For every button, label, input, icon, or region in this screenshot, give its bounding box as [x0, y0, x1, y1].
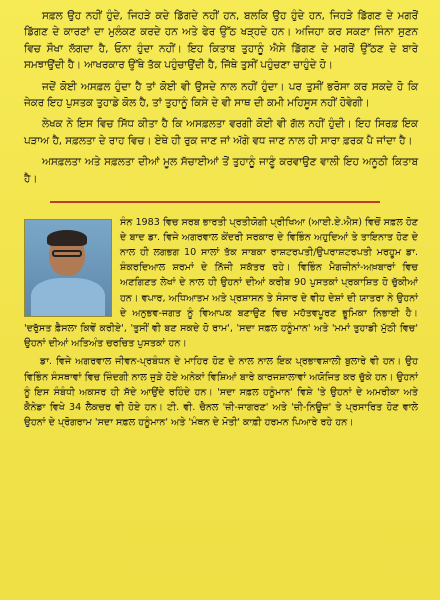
author-bio-paragraph-2: ਡਾ. ਵਿਜੇ ਅਗਰਵਾਲ ਜੀਵਨ-ਪ੍ਰਬੰਧਨ ਦੇ ਮਾਹਿਰ ਹੋਣ ਦੇ ਨਾਲ ਨਾਲ ਇਕ ਪ੍ਰਭਾਵਸ਼ਾਲੀ ਬੁਲਾਰੇ ਵੀ ਹਨ। ਉਹ ਵਿਭਿੰਨ ਸੰਸਥਾਵਾਂ ਵਿਚ ਜ਼ਿੰਦਗੀ ਨਾਲ ਜੁੜੇ ਹੋਏ ਅਨੇਕਾਂ ਵਿਸ਼ਿਆਂ ਬਾਰੇ ਕਾਰਜਸ਼ਾਲਾਵਾਂ ਅਯੋਜਿਤ ਕਰ ਚੁੱਕੇ ਹਨ। ਉਹਨਾਂ ਨੂੰ ਇਸ ਸੰਬੰਧੀ ਅਕਸਰ ਹੀ ਸੱਦੇ ਆਉਂਦੇ ਰਹਿੰਦੇ ਹਨ। 'ਸਦਾ ਸਫ਼ਲ ਹਨੂੰਮਾਨ' ਵਿਸ਼ੇ 'ਤੇ ਉਹਨਾਂ ਦੇ ਅਮਰੀਕਾ ਅਤੇ ਕੈਨੇਡਾ ਵਿਖੇ 34 ਲੈਕਚਰ ਵੀ ਹੋਏ ਹਨ। ਟੀ. ਵੀ. ਚੈਨਲ 'ਜ਼ੀ-ਜਾਗਰਣ' ਅਤੇ 'ਜ਼ੀ-ਨਿਊਜ਼' ਤੇ ਪ੍ਰਸਾਰਿਤ ਹੋਣ ਵਾਲੇ ਉਹਨਾਂ ਦੇ ਪ੍ਰੋਗਰਾਮ 'ਸਦਾ ਸਫ਼ਲ ਹਨੂੰਮਾਨ' ਅਤੇ 'ਮੰਥਨ ਦੇ ਮੋਤੀ' ਕਾਫ਼ੀ ਹਰਮਨ ਪਿਆਰੇ ਰਹੇ ਹਨ।: [24, 356, 418, 429]
blurb-paragraph-2: ਜਦੋਂ ਕੋਈ ਅਸਫ਼ਲ ਹੁੰਦਾ ਹੈ ਤਾਂ ਕੋਈ ਵੀ ਉਸਦੇ ਨਾਲ ਨਹੀਂ ਹੁੰਦਾ। ਪਰ ਤੁਸੀਂ ਭਰੋਸਾ ਕਰ ਸਕਦੇ ਹੋ ਕਿ ਜੇਕਰ ਇਹ ਪੁਸਤਕ ਤੁਹਾਡੇ ਕੋਲ ਹੈ, ਤਾਂ ਤੁਹਾਨੂੰ ਕਿਸੇ ਦੇ ਵੀ ਸਾਥ ਦੀ ਕਮੀ ਮਹਿਸੂਸ ਨਹੀਂ ਹੋਵੇਗੀ।: [24, 80, 418, 110]
author-bio-paragraph-1: ਸੰਨ 1983 ਵਿਚ ਸਰਬ ਭਾਰਤੀ ਪ੍ਰਤੀਯੋਗੀ ਪ੍ਰੀਖਿਆ (ਆਈ.ਏ.ਐਸ) ਵਿਚੋਂ ਸਫ਼ਲ ਹੋਣ ਦੇ ਬਾਦ ਡਾ. ਵਿਜੇ ਅਗਰਵਾਲ ਕੇਂਦਰੀ ਸਰਕਾਰ ਦੇ ਵਿਭਿੰਨ ਅਹੁਦਿਆਂ ਤੇ ਤਾਇਨਾਤ ਹੋਣ ਦੇ ਨਾਲ ਹੀ ਲਗਭਗ 10 ਸਾਲਾਂ ਤੱਕ ਸਾਬਕਾ ਰਾਸ਼ਟਰਪਤੀ/ਉਪਰਾਸ਼ਟਰਪਤੀ ਮਰਹੂਮ ਡਾ. ਸ਼ੰਕਰਦਿਆਲ ਸ਼ਰਮਾਂ ਦੇ ਨਿੱਜੀ ਸਕੱਤਰ ਰਹੇ। ਵਿਭਿੰਨ ਮੈਗਜ਼ੀਨਾਂ-ਅਖ਼ਬਾਰਾਂ ਵਿਚ ਅਣਗਿਣਤ ਲੇਖਾਂ ਦੇ ਨਾਲ ਹੀ ਉਹਨਾਂ ਦੀਆਂ ਕਰੀਬ 90 ਪੁਸਤਕਾਂ ਪ੍ਰਕਾਸ਼ਿਤ ਹੋ ਚੁੱਕੀਆਂ ਹਨ। ਵਪਾਰ, ਅਧਿਆਤਮ ਅਤੇ ਪ੍ਰਸ਼ਾਸਨ ਤੇ ਸੰਸਾਰ ਦੇ ਵੀਹ ਦੇਸ਼ਾਂ ਦੀ ਯਾਤਰਾ ਨੇ ਉਹਨਾਂ ਦੇ ਅਨੁਭਵ-ਜਗਤ ਨੂੰ ਵਿਆਪਕ ਬਣਾਉਣ ਵਿਚ ਮਹੱਤਵਪੂਰਣ ਭੂਮਿਕਾ ਨਿਭਾਈ ਹੈ। 'ਦਰੁੱਸਤ ਫ਼ੈਸਲਾ ਕਿਵੇਂ ਕਰੀਏ', 'ਤੁਸੀਂ ਵੀ ਬਣ ਸਕਦੇ ਹੋ ਰਾਮ', 'ਸਦਾ ਸਫ਼ਲ ਹਨੂੰਮਾਨ' ਅਤੇ 'ਮਮਾਂ ਤੁਹਾਡੀ ਮੁੱਠੀ ਵਿਚ' ਉਹਨਾਂ ਦੀਆਂ ਅਤਿਅੰਤ ਚਰਚਿਤ ਪੁਸਤਕਾਂ ਹਨ।: [24, 216, 418, 350]
author-photo: [24, 219, 112, 317]
section-divider: [50, 201, 380, 203]
blurb-paragraph-3: ਲੇਖਕ ਨੇ ਇਸ ਵਿਚ ਸਿੱਧ ਕੀਤਾ ਹੈ ਕਿ ਅਸਫ਼ਲਤਾ ਵਰਗੀ ਕੋਈ ਵੀ ਗੱਲ ਨਹੀਂ ਹੁੰਦੀ। ਇਹ ਸਿਰਫ਼ ਇਕ ਪੜਾਅ ਹੈ, ਸਫ਼ਲਤਾ ਦੇ ਰਾਹ ਵਿਚ। ਏਥੇ ਹੀ ਰੁਕ ਜਾਣ ਜਾਂ ਅੱਗੇ ਵਧ ਜਾਣ ਨਾਲ ਹੀ ਸਾਰਾ ਫ਼ਰਕ ਪੈ ਜਾਂਦਾ ਹੈ।: [24, 118, 418, 147]
author-bio-section: [24, 215, 418, 431]
blurb-paragraph-4: ਅਸਫ਼ਲਤਾ ਅਤੇ ਸਫ਼ਲਤਾ ਦੀਆਂ ਮੂਲ ਸੱਚਾਈਆਂ ਤੋਂ ਤੁਹਾਨੂੰ ਜਾਣੂੰ ਕਰਵਾਉਣ ਵਾਲੀ ਇਹ ਅਨੂਠੀ ਕਿਤਾਬ ਹੈ।: [24, 156, 418, 185]
blurb-paragraph-1: ਸਫ਼ਲ ਉਹ ਨਹੀਂ ਹੁੰਦੇ, ਜਿਹੜੇ ਕਦੇ ਡਿੱਗਦੇ ਨਹੀਂ ਹਨ, ਬਲਕਿ ਉਹ ਹੁੰਦੇ ਹਨ, ਜਿਹੜੇ ਡਿੱਗਣ ਦੇ ਮਗਰੋਂ ਡਿੱਗਣ ਦੇ ਕਾਰਣਾਂ ਦਾ ਮੁਲੰਕਣ ਕਰਦੇ ਹਨ ਅਤੇ ਫੇਰ ਉੱਠ ਖੜ੍ਹਦੇ ਹਨ। ਅਜਿਹਾ ਕਰ ਸਕਣਾ ਜਿੰਨਾ ਸੁਣਨ ਵਿਚ ਸੌਖਾ ਲੱਗਦਾ ਹੈ, ਓਨਾ ਹੁੰਦਾ ਨਹੀਂ। ਇਹ ਕਿਤਾਬ ਤੁਹਾਨੂੰ ਐਸੇ ਡਿੱਗਣ ਦੇ ਮਗਰੋਂ ਉੱਠਣ ਦੇ ਬਾਰੇ ਸਮਝਾਉਂਦੀ ਹੈ। ਆਖਰਕਾਰ ਉੱਥੇ ਤੱਕ ਪਹੁੰਚਾਉਂਦੀ ਹੈ, ਜਿੱਥੇ ਤੁਸੀਂ ਪਹੁੰਚਣਾ ਚਾਹੁੰਦੇ ਹੋ।: [24, 10, 418, 72]
